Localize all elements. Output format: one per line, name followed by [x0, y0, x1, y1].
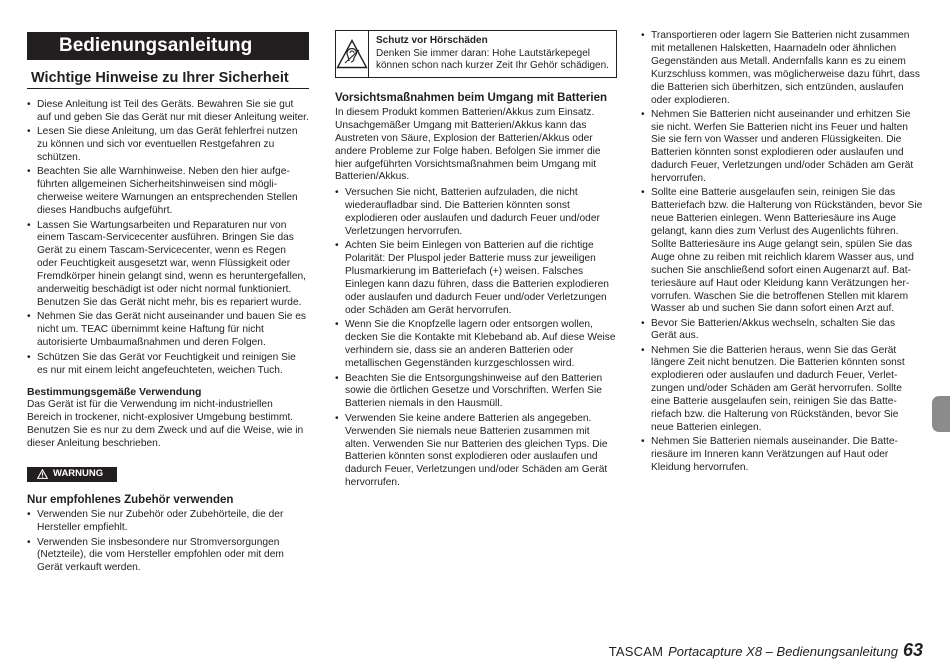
battery-heading: Vorsichtsmaßnahmen beim Umgang mit Batterien — [335, 92, 608, 104]
list-item: • Diese Anleitung ist Teil des Geräts. Bewahren Sie sie gut auf und geben Sie das Gerät nur mit dieser Anleitung weiter. — [27, 99, 309, 125]
page-number: 63 — [902, 640, 923, 660]
list-item: • Wenn Sie die Knopfzelle lagern oder entsorgen wollen, decken Sie die Kontakte mit Klebeband ab. Auf diese Weise verhindern sie, dass sie an anderen Batterien oder metallischen Gegenständen kurzgeschlossen wird. — [335, 319, 617, 371]
middle-column — [335, 30, 617, 492]
accessories-heading: Nur empfohlenes Zubehör verwenden — [27, 494, 234, 507]
hearing-title: Schutz vor Hörschäden — [376, 35, 488, 46]
intended-use-text: Das Gerät ist für die Verwendung im nicht-industriellen Bereich in trockener, nicht-explosiver Umgebung bestimmt. Benutzen Sie es nur zu dem Zweck und auf die Weise, wie in dieser Anleitung beschrieben. — [27, 399, 304, 450]
list-item: • Transportieren oder lagern Sie Batterien nicht zusammen mit metallenen Halsketten, Haarnadeln oder ähnlichen Gegenständen aus Metall. Andernfalls kann es zu einem Kurzschluss kommen, was möglicherweise dazu führt, dass die Batterien sich überhitzen, sich entzünden, auslaufen oder explodieren. — [641, 30, 923, 107]
warning-badge — [27, 467, 117, 482]
list-item: • Beachten Sie die Entsorgungshinweise auf den Batterien sowie die örtlichen Gesetze und Vorschriften. Werfen Sie Batterien niemals in den Hausmüll. — [335, 373, 617, 412]
warning-label: WARNUNG — [53, 467, 104, 479]
section-title-safety: Wichtige Hinweise zu Ihrer Sicherheit — [27, 72, 309, 89]
list-item: • Lesen Sie diese Anleitung, um das Gerät fehlerfrei nutzen zu können und sich vor eventuellen Restgefahren zu schützen. — [27, 126, 309, 165]
footer-brand: TASCAM — [608, 644, 664, 659]
hearing-protection-icon — [336, 39, 368, 69]
list-item: • Lassen Sie Wartungsarbeiten und Reparaturen nur von einem Tascam-Servicecenter ausführen. Bringen Sie das Gerät zu einem Tascam-Servicecenter, wenn es Regen oder Feuchtigkeit ausgesetzt war, wenn Flüssigkeit oder Fremdkörper hinein gelangt sind, wenn es heruntergefallen, anderweitig beschädigt ist oder nicht normal funktioniert. Benutzen Sie das Gerät nicht mehr, bis es repariert wurde. — [27, 220, 309, 310]
safety-list — [27, 99, 309, 378]
list-item: • Verwenden Sie insbesondere nur Stromversorgungen (Netzteile), die vom Hersteller empfohlen oder mit dem Gerät verkauft werden. — [27, 537, 309, 576]
list-item: • Bevor Sie Batterien/Akkus wechseln, schalten Sie das Gerät aus. — [641, 318, 923, 344]
list-item: • Achten Sie beim Einlegen von Batterien auf die richtige Polarität: Der Pluspol jeder Batterie muss zur jeweiligen Plusmarkierung im Batteriefach (+) weisen. Falsches Einlegen kann dazu führen, dass die Batterien explodieren oder auslaufen und dadurch Feuer und/oder Verletzungen oder Schäden am Gerät hervorrufen. — [335, 240, 617, 317]
list-item: • Sollte eine Batterie ausgelaufen sein, reinigen Sie das Batteriefach bzw. die Halterung von Rückständen, bevor Sie neue Batterien einlegen. Wenn Batteriesäure ins Auge gelangt, kann dies zum Verlust des Augenlichts führen. Sollte Batteriesäure ins Auge gelangt sein, spülen Sie das Auge ohne zu reiben mit reichlich klarem Wasser aus, und suchen Sie anschließend sofort einen Augenarzt auf. Batteriesäure auf Haut oder Kleidung kann Verätzungen hervorrufen. Waschen Sie die betroffenen Stellen mit klarem Wasser ab und suchen Sie dann sofort einen Arzt auf. — [641, 187, 923, 316]
page-footer — [609, 640, 923, 661]
chapter-tab — [932, 396, 950, 432]
list-item: • Nehmen Sie Batterien niemals auseinander. Die Batteriesäure im Inneren kann Verätzungen auf Haut oder Kleidung hervorrufen. — [641, 436, 923, 475]
hearing-protection-box — [335, 30, 617, 78]
right-column — [641, 30, 923, 476]
list-item: • Schützen Sie das Gerät vor Feuchtigkeit und reinigen Sie es nur mit einem leicht angefeuchteten, weichen Tuch. — [27, 352, 309, 378]
battery-intro: In diesem Produkt kommen Batterien/Akkus zum Einsatz. Unsachgemäßer Umgang mit Batterien/Akkus kann das Austreten von Säure, Explosion der Batterien/Akkus oder andere Probleme zur Folge haben. Befolgen Sie immer die hier aufgeführten Vorsichtsmaßnahmen beim Umgang mit Batterien/Akkus. — [335, 106, 601, 183]
page-title: Bedienungsanleitung — [27, 32, 309, 60]
list-item: • Nehmen Sie die Batterien heraus, wenn Sie das Gerät längere Zeit nicht benutzen. Die Batterien könnten sonst explodieren oder auslaufen und dadurch Feuer, Verletzungen und/oder Schäden am Gerät hervorrufen. Sollte eine Batterie ausgelaufen sein, reinigen Sie das Batteriefach bzw. die Halterung von Rückständen, bevor Sie neue Batterien einlegen. — [641, 345, 923, 435]
list-item: • Beachten Sie alle Warnhinweise. Neben den hier aufgeführten allgemeinen Sicherheitshinweisen sind möglicherweise weitere Warnungen an entsprechenden Stellen dieses Handbuchs aufgeführt. — [27, 166, 309, 218]
list-item: • Verwenden Sie nur Zubehör oder Zubehörteile, die der Hersteller empfiehlt. — [27, 509, 309, 535]
warning-triangle-icon — [37, 469, 48, 479]
list-item: • Verwenden Sie keine andere Batterien als angegeben. Verwenden Sie niemals neue Batterien zusammen mit alten. Verwenden Sie nur Batterien des gleichen Typs. Die Batterien könnten sonst explodieren oder auslaufen und dadurch Feuer, Verletzungen und/oder Schäden am Gerät hervorrufen. — [335, 413, 617, 490]
list-item: • Nehmen Sie Batterien nicht auseinander und erhitzen Sie sie nicht. Werfen Sie Batterien nicht ins Feuer und halten Sie sie fern von Wasser und anderen Flüssigkeiten. Die Batterien könnten sonst explodieren oder auslaufen und dadurch Feuer, Verletzungen und/oder Schäden am Gerät hervorrufen. — [641, 109, 923, 186]
intended-use-heading: Bestimmungsgemäße Verwendung — [27, 386, 202, 399]
list-item: • Nehmen Sie das Gerät nicht auseinander und bauen Sie es nicht um. TEAC übernimmt keine Haftung für nicht autorisierte Umbaumaßnahmen und deren Folgen. — [27, 311, 309, 350]
battery-list-continued — [641, 30, 923, 475]
list-item: • Versuchen Sie nicht, Batterien aufzuladen, die nicht wiederaufladbar sind. Die Batterien könnten sonst explodieren oder auslaufen und dadurch Feuer und/oder Verletzungen hervorrufen. — [335, 187, 617, 239]
footer-text: Portacapture X8 – Bedienungsanleitung — [668, 644, 898, 659]
hearing-text: Denken Sie immer daran: Hohe Lautstärkepegel können schon nach kurzer Zeit Ihr Gehör schädigen. — [376, 47, 609, 71]
left-column — [27, 30, 309, 577]
battery-list — [335, 187, 617, 490]
accessories-list — [27, 509, 309, 575]
